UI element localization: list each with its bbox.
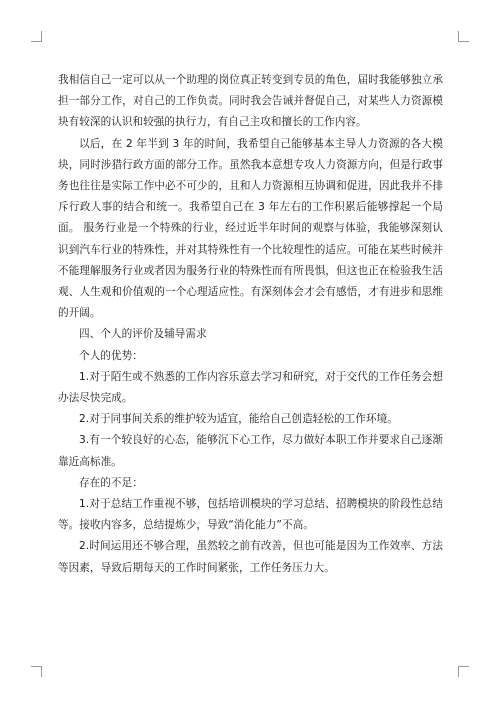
strength-item-3: 3.有一个较良好的心态，能够沉下心工作，尽力做好本职工作并要求自己逐渐靠近高标准。 <box>58 434 443 468</box>
weakness-item-2: 2.时间运用还不够合理，虽然较之前有改善，但也可能是因为工作效率、方法等因素，导致后期每天的工作时间紧张，工作任务压力大。 <box>58 540 443 574</box>
strength-item-2: 2.对于同事间关系的维护较为适宜，能给自己创造轻松的工作环境。 <box>79 413 398 426</box>
paragraph-career-goal: 我相信自己一定可以从一个助理的岗位真正转变到专员的角色，届时我能够独立承担一部分工作，对自己的工作负责。同时我会告诫并督促自己，对某些人力资源模块有较深的认识和较强的执行力，有自己主攻和擅长的工作内容。 <box>58 74 443 129</box>
section-heading-evaluation: 四、个人的评价及辅导需求 <box>79 328 207 341</box>
crop-mark-top-right <box>458 31 469 42</box>
crop-mark-top-left <box>31 31 42 42</box>
strength-item-1: 1.对于陌生或不熟悉的工作内容乐意去学习和研究，对于交代的工作任务会想办法尽快完成。 <box>58 370 443 405</box>
subheading-weaknesses: 存在的不足： <box>79 476 143 489</box>
weakness-item-1: 1.对于总结工作重视不够，包括培训模块的学习总结、招聘模块的阶段性总结等。接收内容多，总结提炼少，导致“消化能力”不高。 <box>58 498 443 532</box>
document-body <box>58 70 443 579</box>
crop-mark-bottom-right <box>458 666 469 677</box>
subheading-strengths: 个人的优势： <box>79 349 143 362</box>
crop-mark-bottom-left <box>31 666 42 677</box>
paragraph-long-term-plan: 以后，在 2 年半到 3 年的时间，我希望自己能够基本主导人力资源的各大模块，同时涉猎行政方面的部分工作。虽然我本意想专攻人力资源方向，但是行政事务也往往是实际工作中必不可少的，且和人力资源相互协调和促进，因此我并不排斥行政人事的结合和统一。我希望自己在 3 年左右的工作积累后能够撑起一个局面。 服务行业是一个特殊的行业，经过近半年时间的观察与体验，我能够深刻认识到汽车行业的特殊性，并对其特殊性有一个比较理性的适应。可能在某些时候并不能理解服务行业或者因为服务行业的特殊性而有所畏惧，但这也正在检验我生活观、人生观和价值观的一个心理适应性。有深刻体会才会有感悟，才有进步和思维的开阔。 <box>58 137 443 320</box>
